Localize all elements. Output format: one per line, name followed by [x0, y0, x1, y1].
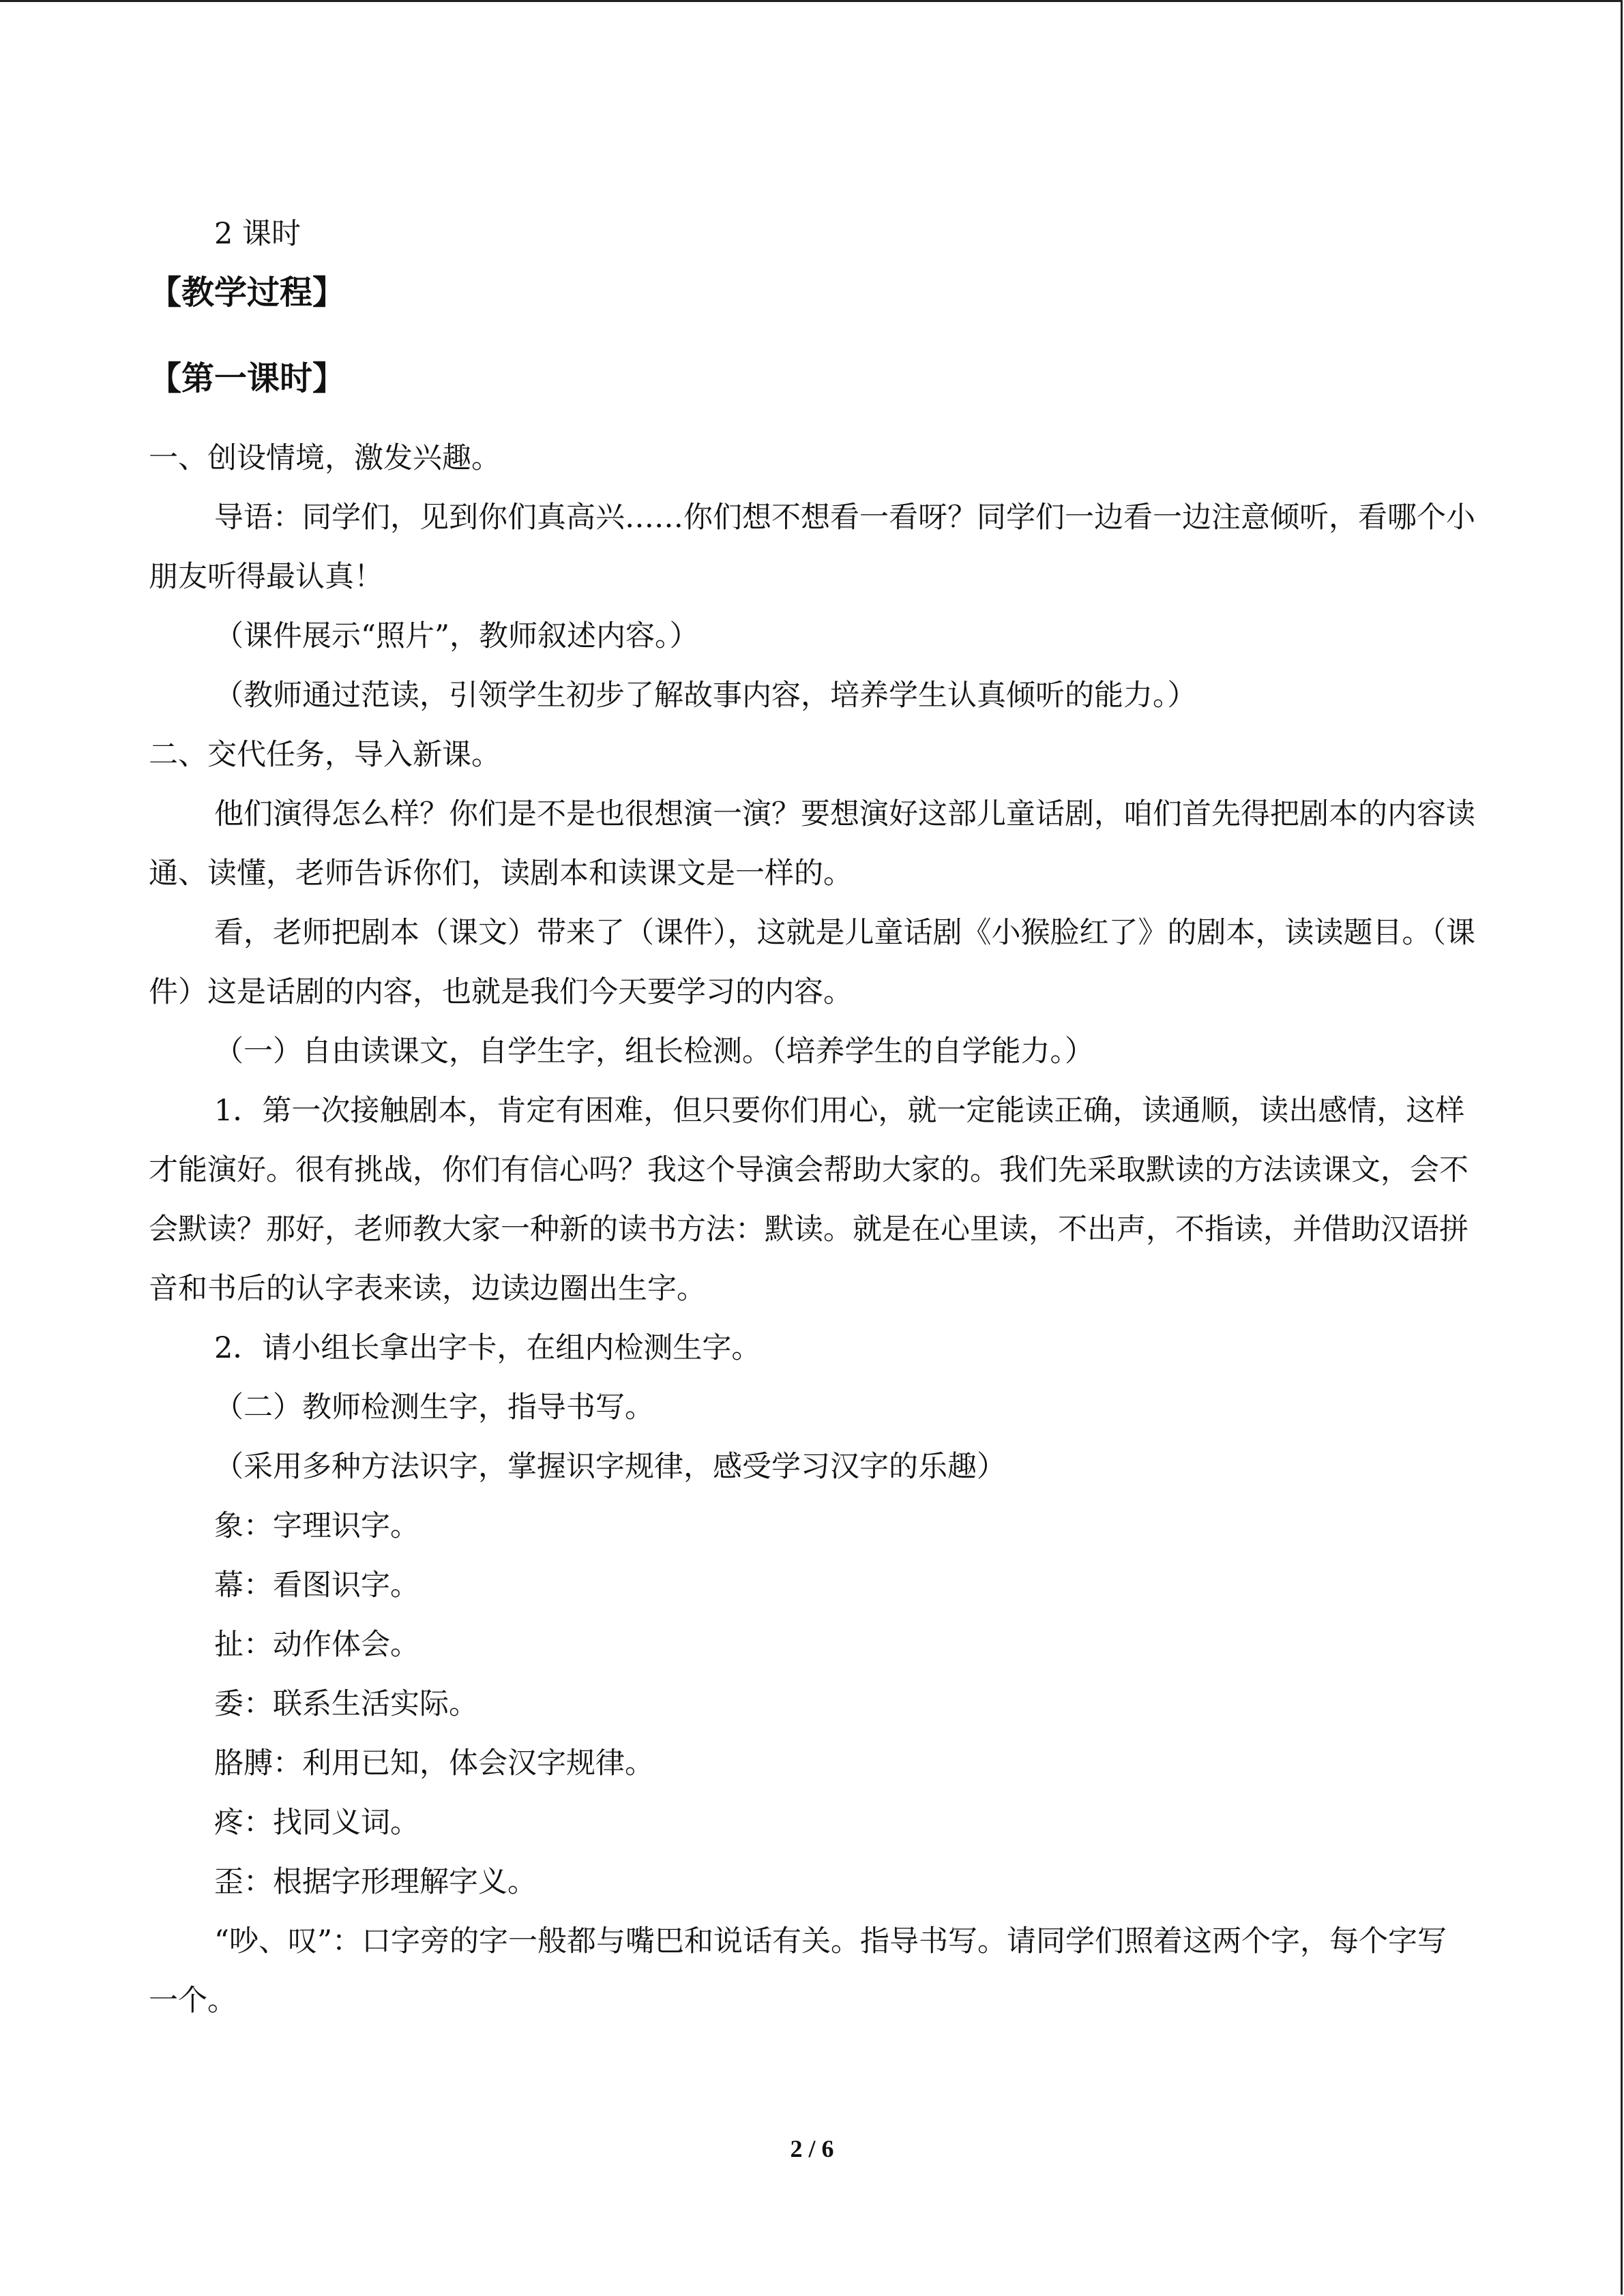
paragraph: 他们演得怎么样？你们是不是也很想演一演？要想演好这部儿童话剧，咱们首先得把剧本的内容读通、读懂，老师告诉你们，读剧本和读课文是一样的。: [149, 797, 1475, 891]
paragraph: 幕：看图识字。: [214, 1568, 419, 1602]
paragraph: 扯：动作体会。: [214, 1628, 419, 1662]
paragraph: 2．请小组长拿出字卡，在组内检测生字。: [214, 1331, 761, 1365]
paragraph: 看，老师把剧本（课文）带来了（课件），这就是儿童话剧《小猴脸红了》的剧本，读读题目。（课件）这是话剧的内容，也就是我们今天要学习的内容。: [149, 916, 1475, 1009]
paragraph: 一、创设情境，激发兴趣。: [149, 441, 501, 475]
document-body: [149, 205, 1475, 2031]
paragraph: （一）自由读课文，自学生字，组长检测。（培养学生的自学能力。）: [214, 1034, 1094, 1069]
paragraph: （二）教师检测生字，指导书写。: [214, 1390, 654, 1425]
paragraph: （教师通过范读，引领学生初步了解故事内容，培养学生认真倾听的能力。）: [214, 679, 1197, 713]
paragraph: 象：字理识字。: [214, 1509, 419, 1543]
paragraph: 歪：根据字形理解字义。: [214, 1865, 537, 1899]
paragraph: 委：联系生活实际。: [214, 1687, 478, 1721]
lesson-time: 2 课时: [214, 217, 301, 251]
paragraph: 疼：找同义词。: [214, 1806, 419, 1840]
paragraph: （采用多种方法识字，掌握识字规律，感受学习汉字的乐趣）: [214, 1450, 1006, 1484]
heading-first-lesson: 【第一课时】: [149, 359, 346, 398]
paragraph: “吵、叹”：口字旁的字一般都与嘴巴和说话有关。指导书写。请同学们照着这两个字，每个字写一个。: [149, 1924, 1447, 2018]
heading-teaching-process: 【教学过程】: [149, 273, 346, 312]
page-number: 2 / 6: [790, 2135, 834, 2162]
paragraph: 二、交代任务，导入新课。: [149, 738, 501, 772]
paragraph: 导语：同学们，见到你们真高兴……你们想不想看一看呀？同学们一边看一边注意倾听，看哪个小朋友听得最认真！: [149, 501, 1475, 594]
paragraph: 胳膊：利用已知，体会汉字规律。: [214, 1746, 654, 1780]
paragraph: （课件展示“照片”，教师叙述内容。）: [214, 619, 699, 653]
paragraph: 1．第一次接触剧本，肯定有困难，但只要你们用心，就一定能读正确，读通顺，读出感情，这样才能演好。很有挑战，你们有信心吗？我这个导演会帮助大家的。我们先采取默读的方法读课文，会不会默读？那好，老师教大家一种新的读书方法：默读。就是在心里读，不出声，不指读，并借助汉语拼音和书后的认字表来读，边读边圈出生字。: [149, 1094, 1468, 1306]
